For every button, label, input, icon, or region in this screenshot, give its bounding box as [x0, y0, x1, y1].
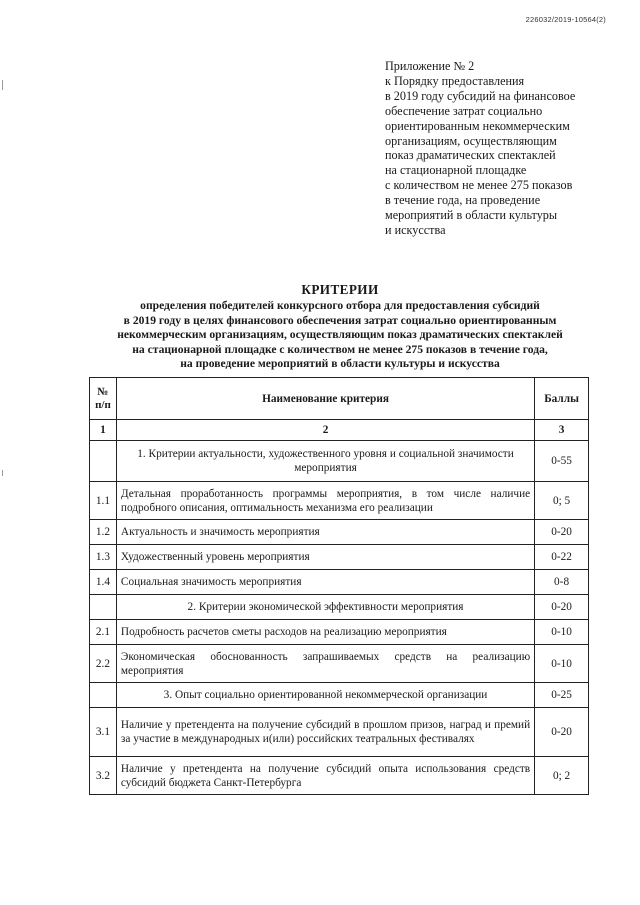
appendix-line: мероприятий в области культуры	[385, 208, 558, 223]
document-title	[80, 282, 600, 372]
header-score: Баллы	[535, 378, 589, 420]
row-name: 3. Опыт социально ориентированной некоммерческой организации	[116, 683, 534, 708]
row-name: Наличие у претендента на получение субсидий в прошлом призов, наград и премий за участие в международных и(или) российских театральных фестивалях	[116, 708, 534, 757]
table-row	[90, 620, 589, 645]
row-name: Актуальность и значимость мероприятия	[116, 520, 534, 545]
title-line: на проведение мероприятий в области культуры и искусства	[180, 357, 500, 371]
table-row-section	[90, 441, 589, 482]
row-name: Подробность расчетов сметы расходов на реализацию мероприятия	[116, 620, 534, 645]
row-score: 0-20	[535, 520, 589, 545]
left-margin-mark	[2, 470, 3, 476]
row-name: Наличие у претендента на получение субсидий опыта использования средств субсидий бюджета Санкт-Петербурга	[116, 757, 534, 795]
title-line: на стационарной площадке с количеством не менее 275 показов в течение года,	[132, 342, 548, 356]
appendix-line: и искусства	[385, 222, 446, 237]
row-name: Детальная проработанность программы мероприятия, в том числе наличие подробного описания, оптимальность механизма его реализации	[116, 482, 534, 520]
table-row-section	[90, 595, 589, 620]
row-name: Художественный уровень мероприятия	[116, 545, 534, 570]
row-name: Социальная значимость мероприятия	[116, 570, 534, 595]
appendix-line: ориентированным некоммерческим	[385, 118, 570, 133]
appendix-line: Приложение № 2	[385, 59, 475, 73]
row-score: 0-20	[535, 708, 589, 757]
row-score: 0-55	[535, 441, 589, 482]
row-num: 3.1	[90, 708, 117, 757]
row-score: 0; 2	[535, 757, 589, 795]
table-row	[90, 645, 589, 683]
row-num: 1.4	[90, 570, 117, 595]
row-score: 0-25	[535, 683, 589, 708]
appendix-line: на стационарной площадке	[385, 163, 527, 178]
title-line: в 2019 году в целях финансового обеспечения затрат социально ориентированным	[123, 313, 557, 327]
left-margin-mark	[2, 80, 3, 90]
document-id: 226032/2019-10564(2)	[525, 15, 606, 24]
row-num: 1.1	[90, 482, 117, 520]
header-name: Наименование критерия	[116, 378, 534, 420]
row-score: 0-10	[535, 645, 589, 683]
row-name: 1. Критерии актуальности, художественного уровня и социальной значимости мероприятия	[116, 441, 534, 482]
table-row	[90, 570, 589, 595]
appendix-line: организациям, осуществляющим	[385, 133, 557, 148]
row-score: 0-8	[535, 570, 589, 595]
title-line: определения победителей конкурсного отбора для предоставления субсидий	[140, 299, 540, 312]
index-cell: 3	[535, 420, 589, 441]
table-row	[90, 545, 589, 570]
row-score: 0-10	[535, 620, 589, 645]
index-cell: 2	[116, 420, 534, 441]
index-cell: 1	[90, 420, 117, 441]
title-main: КРИТЕРИИ	[301, 282, 379, 297]
header-num: № п/п	[90, 378, 117, 420]
row-num	[90, 683, 117, 708]
criteria-table	[89, 377, 589, 795]
table-index-row	[90, 420, 589, 441]
title-subtitle	[80, 299, 600, 372]
row-num	[90, 595, 117, 620]
appendix-block	[385, 59, 615, 238]
row-name: 2. Критерии экономической эффективности мероприятия	[116, 595, 534, 620]
appendix-line: обеспечение затрат социально	[385, 103, 543, 118]
title-line: некоммерческим организациям, осуществляющим показ драматических спектаклей	[117, 328, 563, 342]
row-num: 2.1	[90, 620, 117, 645]
row-num: 1.3	[90, 545, 117, 570]
table-header-row	[90, 378, 589, 420]
appendix-line: показ драматических спектаклей	[385, 148, 556, 163]
row-score: 0-22	[535, 545, 589, 570]
appendix-line: с количеством не менее 275 показов	[385, 178, 573, 193]
table-row	[90, 482, 589, 520]
appendix-line: к Порядку предоставления	[385, 73, 525, 88]
table-row	[90, 708, 589, 757]
row-num: 3.2	[90, 757, 117, 795]
row-score: 0-20	[535, 595, 589, 620]
row-name: Экономическая обоснованность запрашиваемых средств на реализацию мероприятия	[116, 645, 534, 683]
appendix-line: в 2019 году субсидий на финансовое	[385, 88, 576, 103]
table-row-section	[90, 683, 589, 708]
row-num: 1.2	[90, 520, 117, 545]
table-row	[90, 520, 589, 545]
table-row	[90, 757, 589, 795]
row-num	[90, 441, 117, 482]
row-score: 0; 5	[535, 482, 589, 520]
appendix-line: в течение года, на проведение	[385, 193, 541, 208]
row-num: 2.2	[90, 645, 117, 683]
